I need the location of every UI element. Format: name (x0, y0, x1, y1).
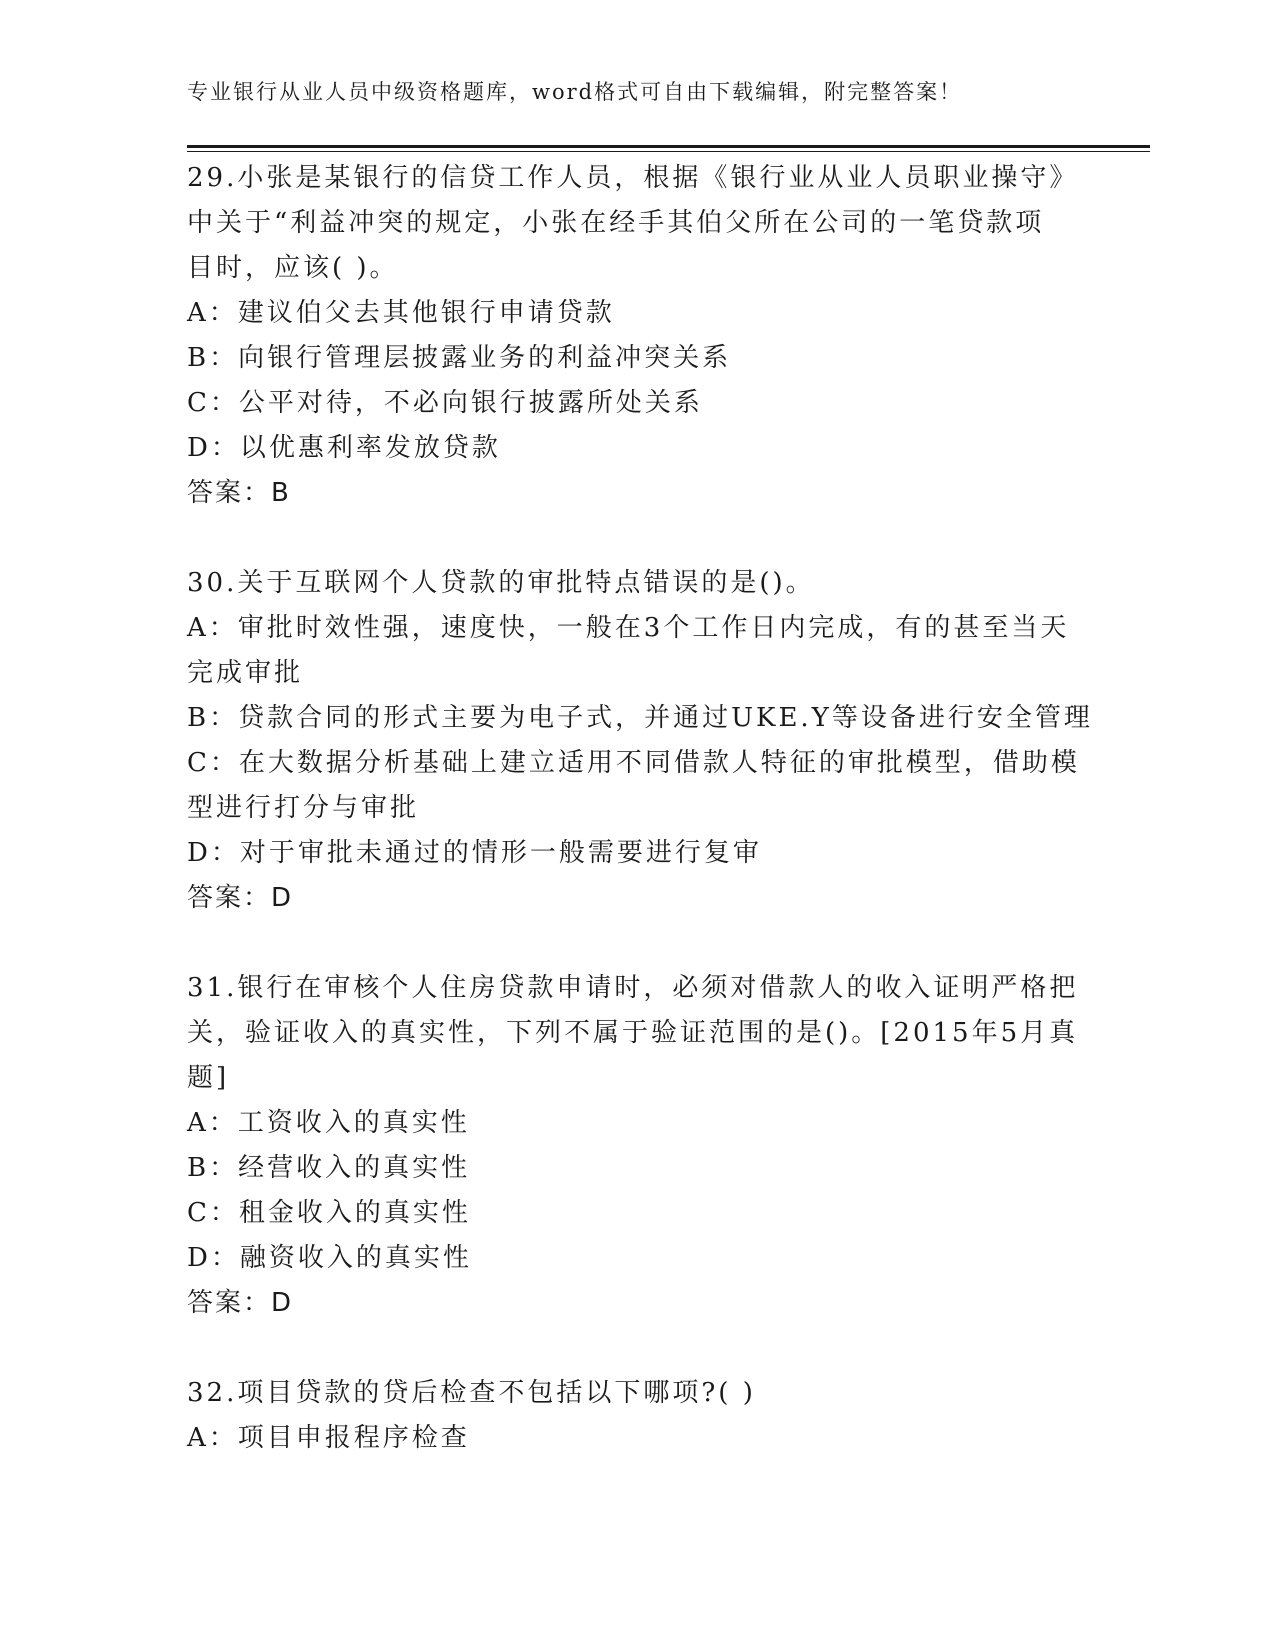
question-stem-line: 32.项目贷款的贷后检查不包括以下哪项?( ) (187, 1378, 756, 1408)
answer: 答案：B (187, 478, 291, 508)
question-stem-line: 29.小张是某银行的信贷工作人员，根据《银行业从业人员职业操守》 (187, 163, 1079, 193)
option-c-continued: 型进行打分与审批 (187, 793, 420, 823)
option-d: D：以优惠利率发放贷款 (187, 433, 501, 463)
option-b: B：贷款合同的形式主要为电子式，并通过UKE.Y等设备进行安全管理 (187, 703, 1093, 733)
question-stem-line: 题] (187, 1063, 230, 1093)
option-a: A：审批时效性强，速度快，一般在3个工作日内完成，有的甚至当天 (187, 613, 1070, 643)
question-stem-line: 关，验证收入的真实性，下列不属于验证范围的是()。[2015年5月真 (187, 1018, 1079, 1048)
question-stem-line: 31.银行在审核个人住房贷款申请时，必须对借款人的收入证明严格把 (187, 973, 1079, 1003)
option-c: C：公平对待，不必向银行披露所处关系 (187, 388, 703, 418)
option-a: A：项目申报程序检查 (187, 1423, 470, 1453)
question-stem-line: 目时，应该( )。 (187, 253, 399, 283)
option-d: D：融资收入的真实性 (187, 1243, 472, 1273)
option-d: D：对于审批未通过的情形一般需要进行复审 (187, 838, 762, 868)
option-c: C：租金收入的真实性 (187, 1198, 471, 1228)
option-a: A：建议伯父去其他银行申请贷款 (187, 298, 615, 328)
page-header: 专业银行从业人员中级资格题库，word格式可自由下载编辑，附完整答案！ (187, 80, 963, 104)
option-a-continued: 完成审批 (187, 658, 304, 688)
question-stem-line: 30.关于互联网个人贷款的审批特点错误的是()。 (187, 568, 815, 598)
question-stem-line: 中关于“利益冲突的规定，小张在经手其伯父所在公司的一笔贷款项 (187, 208, 1045, 238)
header-rule-thin (187, 151, 1150, 152)
answer: 答案：D (187, 883, 294, 913)
option-c: C：在大数据分析基础上建立适用不同借款人特征的审批模型，借助模 (187, 748, 1080, 778)
option-b: B：向银行管理层披露业务的利益冲突关系 (187, 343, 732, 373)
header-rule-thick (187, 145, 1150, 148)
answer: 答案：D (187, 1288, 294, 1318)
option-a: A：工资收入的真实性 (187, 1108, 470, 1138)
option-b: B：经营收入的真实性 (187, 1153, 471, 1183)
